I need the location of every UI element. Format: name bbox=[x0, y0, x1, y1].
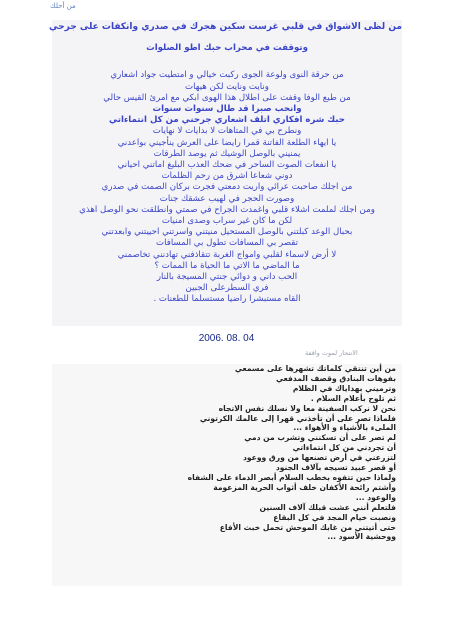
poem-2-line: وأشتم رائحة الأكفان خلف أثواب الحرية المزعومة bbox=[213, 482, 396, 492]
poem-1-line: تقصر بي المسافات تطول بي المسافات bbox=[156, 238, 298, 249]
poem-2-line: ولماذا حين تتفوه بخطب السلام أبصر الدماء على الشفاه bbox=[187, 472, 396, 482]
poem-2-line: أو قصر عبيد تسيجه بآلاف الجنود bbox=[275, 463, 396, 473]
poem-1-subtitle: وتوقفت في محراب حبك اطو الصلوات bbox=[146, 43, 308, 54]
poem-1-line: وصورت الحجر في لهيب عشقك جنات bbox=[159, 193, 295, 204]
poem-1-line: لا أرض لاسماء لقلبي وامواج الغربة تتقاذفني تهادنني تخاصمني bbox=[117, 249, 337, 260]
poem-2-line: وترميني بهداياك في الظلام bbox=[292, 383, 396, 393]
poem-2-line: ونصبت خيام المجد في كل البقاع bbox=[273, 512, 396, 522]
poem-1-line: يا ايهاء الطلعة الفاتنة قمرا رايضا على العرش ينأجيني بواعدني bbox=[117, 137, 337, 148]
poem-1-line: الحب داني و دوائي جنتي المسيجة بالنار bbox=[156, 272, 298, 283]
poem-2-title: الانتحار لموت واقفة bbox=[305, 349, 358, 357]
poem-date: 2006. 08. 04 bbox=[198, 333, 255, 344]
poem-2-line: والوعود ... bbox=[355, 492, 396, 502]
poem-1-block bbox=[49, 20, 402, 326]
poem-1-line: ونطرح بي في المتاهات لا بدايات لا نهايات bbox=[152, 126, 302, 137]
poem-1-line: من اجلك صاحبت عرائي واريت دمعتي فجرت بركان الصمت في صدري bbox=[101, 182, 353, 193]
poem-2-line: لتزرعني في أرض تصنعها من ورق ووعود bbox=[242, 453, 396, 463]
poem-1-line: وانحب صبرا قد طال سنوات سنوات bbox=[152, 104, 302, 115]
poem-2-block bbox=[52, 364, 402, 586]
poem-2-line: لم تصر على أن تسكنني وتشرب من دمي bbox=[244, 433, 396, 443]
poem-1-line: ومن اجلك لملمت اشلاء قلبي واغمدت الجراح في صمتي وانطلقت نحو الوصل اهذي bbox=[79, 204, 375, 215]
poem-2-line: بفوهات البنادق وقصف المدفعي bbox=[275, 373, 396, 383]
poem-1-line: يمنيني بالوصل الوشيك ثم يوصد الطرقات bbox=[153, 148, 301, 159]
poem-1-lines bbox=[52, 70, 402, 305]
poem-2-line: فلتعلم أنني عشت قبلك آلاف السنين bbox=[259, 502, 396, 512]
poem-2-line: نحن لا نركب السفينة معا ولا نسلك نفس الاتجاه bbox=[218, 403, 396, 413]
poem-1-line: حبك شره افكاري اتلف اشعاري جرحني من كل انتماءاتي bbox=[109, 115, 345, 126]
poem-2-line: من أين تنتقي كلماتك تشهرها على مسمعي bbox=[234, 364, 396, 373]
poem-2-line: أن تجردني من كل انتماءاتي bbox=[292, 443, 396, 453]
poem-1-line: من حرقة النوى ولوعة الجوى ركبت خيالي و امتطيت جواد اشعاري bbox=[110, 70, 344, 81]
poem-1-title: من لظى الاشواق في قلبي غرست سكين هجرك في صدري وانكفات على جرحي bbox=[49, 22, 402, 32]
top-link[interactable]: من أحلك bbox=[50, 2, 76, 10]
poem-1-line: يا انفعات الصوت الساحر في ضحك العذب البليغ اماتني احياني bbox=[117, 160, 337, 171]
poem-1-line: القاه مستبشرا راضيا مستسلما للطعنات . bbox=[153, 294, 301, 305]
poem-2-line: فلماذا تصر على أن تأخذني قهرا إلى عالمك الكرتوني bbox=[199, 413, 396, 423]
stanza-gap bbox=[52, 54, 402, 70]
poem-1-line: ما الماضي ما الاتي ما الحياة ما الممات ؟ bbox=[154, 260, 300, 271]
poem-1-line: لكن ما كان غير سراب وصدى امنيات bbox=[161, 216, 293, 227]
poem-1-line: دوني شعاعا اشرق من رحم الظلمات bbox=[161, 171, 293, 182]
poem-2-line: الملىء بالأشياء و الأهواء ... bbox=[293, 423, 396, 433]
poem-2-line: ووحشية الأسود ... bbox=[327, 532, 396, 542]
poem-1-line: ونايت ونايت لكن هيهات bbox=[185, 81, 269, 92]
poem-1-line: فري السطرعلى الجبين bbox=[185, 283, 269, 294]
poem-2-line: حتى أتيتني من غابك الموحش تحمل خبث الأفاع bbox=[219, 522, 396, 532]
poem-1-line: بحبال الوعد كبلتني بالوصل المستحيل منيتني واسرتني احييتني وابعدتني bbox=[101, 227, 353, 238]
poem-2-line: ثم تلوح بأعلام السلام . bbox=[310, 393, 396, 403]
poem-1-line: من طيع الوفا وقفت على اطلال هذا الهوى ابكي مع امرئ القيس حالي bbox=[103, 92, 351, 103]
